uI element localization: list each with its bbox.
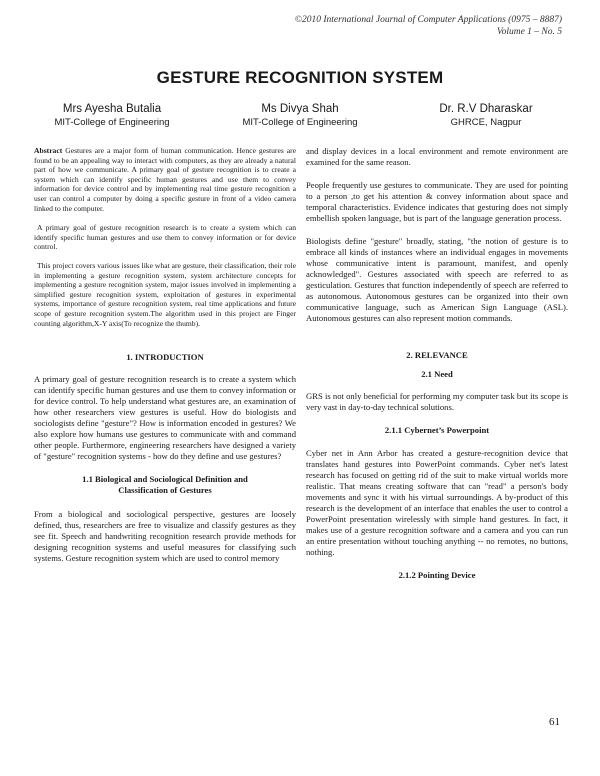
abstract-paragraph: This project covers various issues like what are gesture, their classification, their role in implementing a gesture recognition system, system architecture concepts for implementing a gesture recognition system, major issues involved in implementing a simplified gesture recognition system, exploitation of gestures in experimental systems, importance of gesture recognition system, real time applications and future scope of gesture recognition system.The algorithm used in this project are Finger counting algorithm,X-Y axis(To recognize the thumb). [34, 260, 296, 328]
right-column [306, 146, 568, 581]
body-paragraph: People frequently use gestures to communicate. They are used for pointing to a person ,to get his attention & convey information about space and temporal characteristics. Evidence indicates that gesturing does not simply embellish spoken language, but is part of the language generation process. [306, 180, 568, 223]
author-affiliation: GHRCE, Nagpur [450, 117, 522, 128]
body-paragraph: A primary goal of gesture recognition research is to create a system which can identify specific human gestures and use them to convey information or for device control. To help understand what gestures are, an examination of how other researchers view gestures is useful. How do biologists and sociologists define "gesture"? How is information encoded in gestures? We also explore how humans use gestures to communicate with and command other people. Furthermore, engineering researchers have designed a variety of "gesture" recognition systems - how do they define and use gestures? [34, 374, 296, 462]
author-block [396, 102, 576, 129]
author-block [210, 102, 390, 129]
section-heading-relevance: 2. RELEVANCE [406, 350, 468, 360]
author-name: Dr. R.V Dharaskar [439, 103, 533, 115]
paper-title: GESTURE RECOGNITION SYSTEM [156, 68, 444, 87]
abstract-paragraph: A primary goal of gesture recognition research is to create a system which can identify specific human gestures and use them to convey information or for device control. [34, 223, 296, 252]
abstract-label: Abstract [34, 146, 63, 155]
body-paragraph: Biologists define "gesture" broadly, stating, "the notion of gesture is to embrace all kinds of instances where an individual engages in movements whose communicative intent is paramount, manifest, and openly acknowledged". Gestures associated with speech are referred to as gesticulation. Gestures that function independently of speech are referred to as autonomous. Autonomous gestures can be organized into their own communicative language, such as American Sign Language (ASL). Autonomous gestures can also represent motion commands. [306, 236, 568, 323]
volume-label: Volume 1 – No. 5 [496, 27, 562, 37]
author-affiliation: MIT-College of Engineering [242, 117, 358, 128]
body-paragraph: Cyber net in Ann Arbor has created a gesture-recognition device that translates hand gestures into PowerPoint commands. Cyber net's latest research has focused on getting rid of the suit to make virtual worlds more realistic. That means creating software that can "read" a person's body movements and sync it with his virtual surroundings. A by-product of this research is the development of an interface that enables the user to control a PowerPoint presentation wirelessly with simple hand gestures. In fact, it makes use of a gesture recognition software and a camera and you can run an entire presentation without touching anything -- no remotes, no buttons, nothing. [306, 448, 568, 557]
journal-citation: ©2010 International Journal of Computer Applications (0975 – 8887) [294, 15, 562, 25]
body-paragraph: and display devices in a local environment and remote environment are examined for the same reason. [306, 146, 568, 167]
subsection-heading-line: Classification of Gestures [118, 485, 212, 496]
subsection-heading-line: 1.1 Biological and Sociological Definition and [82, 474, 248, 485]
abstract-paragraph [34, 146, 296, 213]
subsubsection-heading-pointing-device: 2.1.2 Pointing Device [398, 570, 476, 580]
section-heading-introduction: 1. INTRODUCTION [126, 352, 204, 363]
subsection-heading [34, 474, 296, 496]
author-affiliation: MIT-College of Engineering [54, 117, 170, 128]
author-block [22, 102, 202, 129]
author-name: Ms Divya Shah [261, 103, 339, 115]
subsection-heading-need: 2.1 Need [421, 369, 453, 379]
body-paragraph: GRS is not only beneficial for performing my computer task but its scope is very vast in day-to-day technical solutions. [306, 391, 568, 412]
author-name: Mrs Ayesha Butalia [62, 103, 162, 115]
left-column [34, 146, 296, 564]
page-number: 61 [549, 716, 560, 728]
body-paragraph: From a biological and sociological perspective, gestures are loosely defined, thus, researchers are free to visualize and classify gestures as they see fit. Speech and handwriting recognition research provide methods for designing recognition systems and useful measures for classifying such systems. Gesture recognition system which are used to control memory [34, 509, 296, 564]
abstract-text: Gestures are a major form of human communication. Hence gestures are found to be an appealing way to interact with computers, as they are already a natural part of how we communicate. A primary goal of gesture recognition is to create a system which can identify specific human gestures and use them to convey information for device control and by implementing real time gesture recognition a user can control a computer by doing a specific gesture in front of a video camera linked to the computer. [34, 146, 296, 213]
subsubsection-heading-cybernet: 2.1.1 Cybernet’s Powerpoint [384, 425, 490, 435]
